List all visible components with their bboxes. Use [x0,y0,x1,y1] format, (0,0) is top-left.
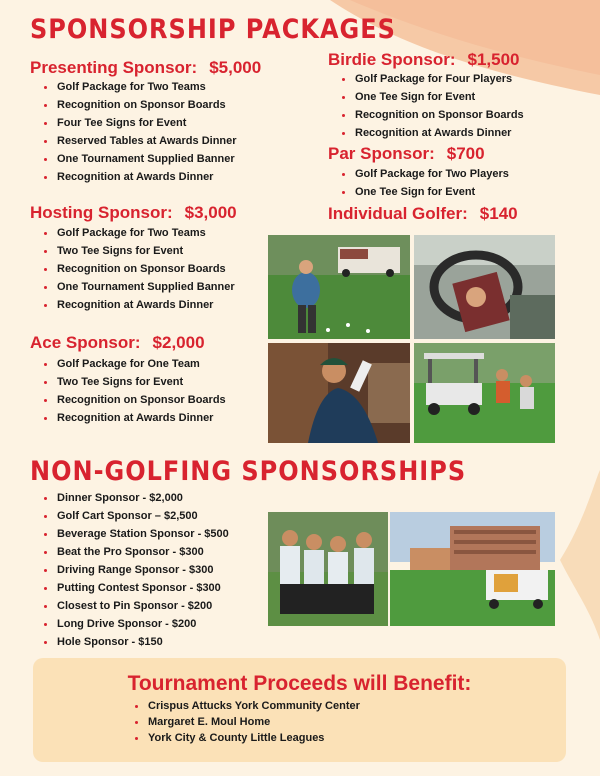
list-item: Putting Contest Sponsor - $300 [30,579,229,597]
birdie-sponsor-title: Birdie Sponsor: [328,50,456,69]
list-item: Beat the Pro Sponsor - $300 [30,543,229,561]
par-sponsor-title: Par Sponsor: [328,144,435,163]
individual-golfer-price: $140 [479,204,518,223]
list-item: Beverage Station Sponsor - $500 [30,525,229,543]
list-item: Four Tee Signs for Event [30,114,237,132]
par-sponsor-heading [328,144,485,164]
photo-hotel-course [390,512,555,626]
list-item: One Tournament Supplied Banner [30,278,235,296]
individual-golfer-title: Individual Golfer: [328,204,468,223]
list-item: Recognition at Awards Dinner [30,168,237,186]
list-item: One Tee Sign for Event [328,88,524,106]
birdie-sponsor-heading [328,50,520,70]
list-item: Golf Package for One Team [30,355,226,373]
list-item: Golf Package for Two Teams [30,224,235,242]
list-item: Long Drive Sponsor - $200 [30,615,229,633]
non-golfing-sponsorships-title: NON-GOLFING SPONSORSHIPS [30,456,467,487]
list-item: Recognition at Awards Dinner [30,409,226,427]
list-item: One Tournament Supplied Banner [30,150,237,168]
non-golfing-sponsorship-list [30,489,229,651]
ace-sponsor-benefits [30,355,226,427]
proceeds-benefit-title: Tournament Proceeds will Benefit: [127,672,472,695]
presenting-sponsor-heading [30,58,261,78]
list-item: Two Tee Signs for Event [30,373,226,391]
photo-cart-steering-wheel [414,235,555,339]
list-item: One Tee Sign for Event [328,183,509,201]
hosting-sponsor-price: $3,000 [184,203,237,222]
list-item: Recognition at Awards Dinner [328,124,524,142]
par-sponsor-benefits [328,165,509,201]
list-item: Recognition on Sponsor Boards [30,391,226,409]
hosting-sponsor-benefits [30,224,235,314]
list-item: Golf Package for Four Players [328,70,524,88]
list-item: Hole Sponsor - $150 [30,633,229,651]
presenting-sponsor-benefits [30,78,237,186]
par-sponsor-price: $700 [446,144,485,163]
ace-sponsor-heading [30,333,205,353]
list-item: Closest to Pin Sponsor - $200 [30,597,229,615]
photo-golf-carts [414,343,555,443]
list-item: Recognition on Sponsor Boards [328,106,524,124]
list-item: Golf Package for Two Teams [30,78,237,96]
list-item: Margaret E. Moul Home [121,714,360,730]
ace-sponsor-title: Ace Sponsor: [30,333,141,352]
list-item: Two Tee Signs for Event [30,242,235,260]
list-item: Recognition on Sponsor Boards [30,96,237,114]
hosting-sponsor-title: Hosting Sponsor: [30,203,173,222]
list-item: York City & County Little Leagues [121,730,360,746]
list-item: Reserved Tables at Awards Dinner [30,132,237,150]
list-item: Crispus Attucks York Community Center [121,698,360,714]
birdie-sponsor-benefits [328,70,524,142]
ace-sponsor-price: $2,000 [152,333,205,352]
list-item: Recognition on Sponsor Boards [30,260,235,278]
list-item: Recognition at Awards Dinner [30,296,235,314]
photo-golfer-swing [268,343,410,443]
list-item: Golf Cart Sponsor – $2,500 [30,507,229,525]
list-item: Golf Package for Two Players [328,165,509,183]
proceeds-benefit-box [33,658,566,762]
presenting-sponsor-price: $5,000 [209,58,262,77]
sponsorship-packages-title: SPONSORSHIP PACKAGES [30,14,396,45]
list-item: Dinner Sponsor - $2,000 [30,489,229,507]
list-item: Driving Range Sponsor - $300 [30,561,229,579]
individual-golfer-heading [328,204,518,224]
photo-golfer-group [268,512,388,626]
proceeds-beneficiaries-list [121,698,360,746]
birdie-sponsor-price: $1,500 [467,50,520,69]
photo-golfer-putting [268,235,410,339]
hosting-sponsor-heading [30,203,237,223]
presenting-sponsor-title: Presenting Sponsor: [30,58,198,77]
